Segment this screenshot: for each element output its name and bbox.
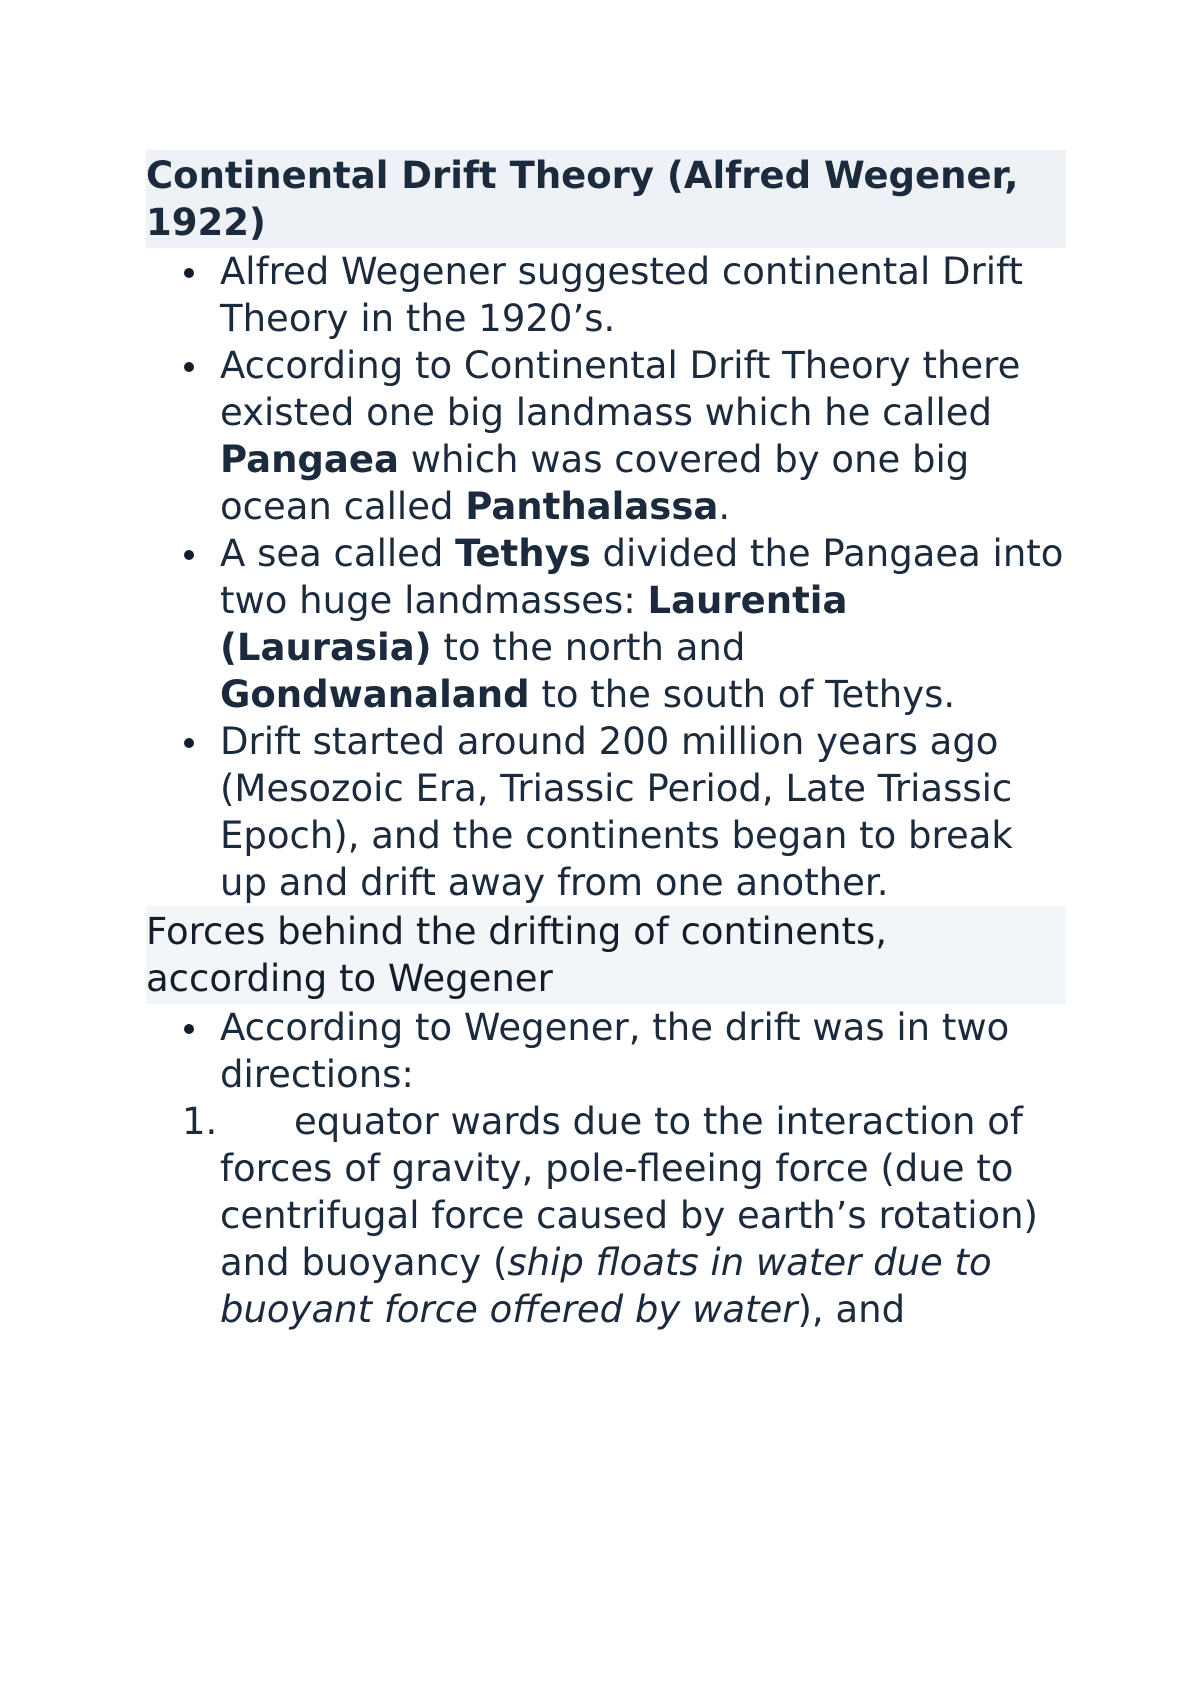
list-item [146, 342, 1066, 530]
list-item [146, 1004, 1066, 1098]
bullet-icon [184, 362, 194, 372]
list-item [146, 718, 1066, 906]
numbered-list-directions [146, 1098, 1066, 1333]
bold-term-laurentia: Laurentia (Laurasia) [220, 579, 848, 669]
numbered-text: equator wards due to the interaction of forces of gravity, pole-fleeing force (due to centrifugal force caused by earth’s rotation) and buoyancy ( [220, 1100, 1038, 1284]
bullet-icon [184, 738, 194, 748]
bullet-text: . [718, 485, 731, 528]
bullet-text: to the south of Tethys. [529, 673, 956, 716]
section-heading-forces: Forces behind the drifting of continents, according to Wegener [146, 906, 1066, 1004]
numbered-text-end: ), and [797, 1288, 906, 1331]
italic-example-text: ship floats in water due to buoyant force offered by water [220, 1241, 992, 1331]
list-item [146, 248, 1066, 342]
bold-term-gondwanaland: Gondwanaland [220, 673, 530, 716]
list-number: 1. [182, 1100, 218, 1143]
bullet-text: which was covered by one big ocean called [220, 438, 970, 528]
bullet-text: to the north and [431, 626, 746, 669]
bullet-icon [184, 268, 194, 278]
bullet-text: Drift started around 200 million years ago (Mesozoic Era, Triassic Period, Late Triassic Epoch), and the continents began to break up and drift away from one another. [220, 720, 1013, 904]
bullet-icon [184, 550, 194, 560]
list-item [146, 530, 1066, 718]
bullet-list-forces [146, 1004, 1066, 1098]
bullet-list-drift-theory [146, 248, 1066, 906]
bold-term-panthalassa: Panthalassa [465, 485, 719, 528]
document-page [146, 150, 1066, 1333]
bullet-text: Alfred Wegener suggested continental Drift Theory in the 1920’s. [220, 250, 1023, 340]
bullet-text: A sea called [220, 532, 456, 575]
bullet-text: divided the Pangaea into two huge landmasses: [220, 532, 1064, 622]
section-heading-continental-drift: Continental Drift Theory (Alfred Wegener, 1922) [146, 150, 1066, 248]
bold-term-pangaea: Pangaea [220, 438, 399, 481]
bold-term-tethys: Tethys [455, 532, 591, 575]
bullet-text: According to Continental Drift Theory there existed one big landmass which he called [220, 344, 1021, 434]
list-item [146, 1098, 1066, 1333]
bullet-text: According to Wegener, the drift was in two directions: [220, 1006, 1010, 1096]
bullet-icon [184, 1024, 194, 1034]
